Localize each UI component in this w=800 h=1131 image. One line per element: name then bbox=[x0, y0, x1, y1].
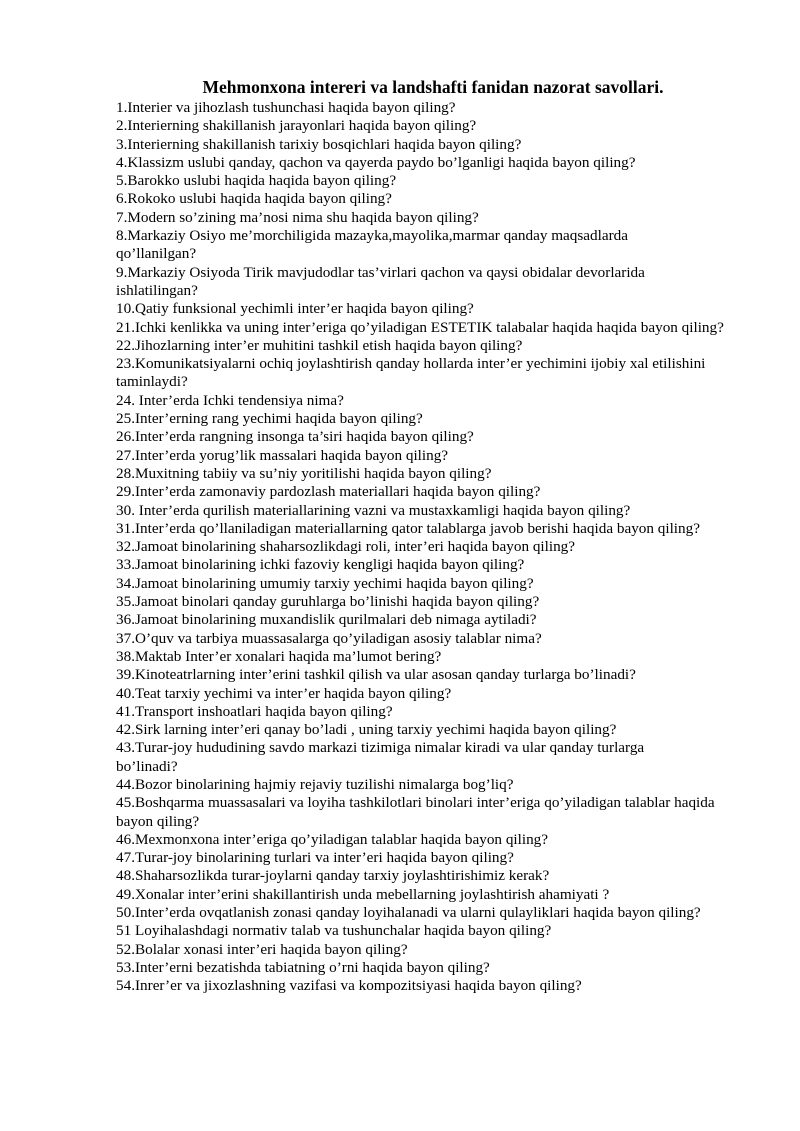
question-item: 39.Kinoteatrlarning inter’erini tashkil qilish va ular asosan qanday turlarga bo’linadi? bbox=[116, 666, 636, 684]
question-item: 8.Markaziy Osiyo me’morchiligida mazayka,mayolika,marmar qanday maqsadlarda qo’llanilgan? bbox=[116, 227, 628, 263]
question-item: 10.Qatiy funksional yechimli inter’er haqida bayon qiling? bbox=[116, 300, 474, 318]
question-item: 48.Shaharsozlikda turar-joylarni qanday tarxiy joylashtirishimiz kerak? bbox=[116, 867, 550, 885]
question-list bbox=[116, 99, 746, 996]
document-page bbox=[116, 76, 746, 996]
question-item: 45.Boshqarma muassasalari va loyiha tashkilotlari binolari inter’eriga qo’yiladigan talablar haqida bayon qiling? bbox=[116, 794, 715, 830]
question-item: 52.Bolalar xonasi inter’eri haqida bayon qiling? bbox=[116, 940, 408, 958]
question-item: 28.Muxitning tabiiy va su’niy yoritilishi haqida bayon qiling? bbox=[116, 464, 492, 482]
question-item: 51 Loyihalashdagi normativ talab va tushunchalar haqida bayon qiling? bbox=[116, 922, 552, 940]
question-item: 21.Ichki kenlikka va uning inter’eriga qo’yiladigan ESTETIK talabalar haqida haqida bayon qiling? bbox=[116, 318, 724, 336]
question-item: 7.Modern so’zining ma’nosi nima shu haqida bayon qiling? bbox=[116, 208, 479, 226]
question-item: 49.Xonalar inter’erini shakillantirish unda mebellarning joylashtirish ahamiyati ? bbox=[116, 885, 610, 903]
question-item: 41.Transport inshoatlari haqida bayon qiling? bbox=[116, 702, 393, 720]
question-item: 32.Jamoat binolarining shaharsozlikdagi roli, inter’eri haqida bayon qiling? bbox=[116, 538, 576, 556]
question-item: 54.Inrer’er va jixozlashning vazifasi va kompozitsiyasi haqida bayon qiling? bbox=[116, 977, 582, 995]
question-item: 24. Inter’erda Ichki tendensiya nima? bbox=[116, 391, 344, 409]
question-item: 42.Sirk larning inter’eri qanay bo’ladi , uning tarxiy yechimi haqida bayon qiling? bbox=[116, 721, 617, 739]
question-item: 53.Inter’erni bezatishda tabiatning o’rni haqida bayon qiling? bbox=[116, 958, 490, 976]
question-item: 1.Interier va jihozlash tushunchasi haqida bayon qiling? bbox=[116, 99, 456, 116]
question-item: 4.Klassizm uslubi qanday, qachon va qayerda paydo bo’lganligi haqida bayon qiling? bbox=[116, 153, 636, 171]
question-item: 40.Teat tarxiy yechimi va inter’er haqida bayon qiling? bbox=[116, 684, 452, 702]
question-item: 23.Komunikatsiyalarni ochiq joylashtirish qanday hollarda inter’er yechimini ijobiy xal etilishini taminlaydi? bbox=[116, 355, 706, 391]
question-item: 44.Bozor binolarining hajmiy rejaviy tuzilishi nimalarga bog’liq? bbox=[116, 775, 514, 793]
question-item: 43.Turar-joy hududining savdo markazi tizimiga nimalar kiradi va ular qanday turlarga bo’linadi? bbox=[116, 739, 645, 775]
question-item: 3.Interierning shakillanish tarixiy bosqichlari haqida bayon qiling? bbox=[116, 135, 522, 153]
question-item: 9.Markaziy Osiyoda Tirik mavjudodlar tas’virlari qachon va qaysi obidalar devorlarida ishlatilingan? bbox=[116, 263, 645, 299]
question-item: 6.Rokoko uslubi haqida haqida bayon qiling? bbox=[116, 190, 392, 208]
question-item: 2.Interierning shakillanish jarayonlari haqida bayon qiling? bbox=[116, 117, 477, 135]
question-item: 22.Jihozlarning inter’er muhitini tashkil etish haqida bayon qiling? bbox=[116, 336, 523, 354]
question-item: 46.Mexmonxona inter’eriga qo’yiladigan talablar haqida bayon qiling? bbox=[116, 830, 549, 848]
question-item: 37.O’quv va tarbiya muassasalarga qo’yiladigan asosiy talablar nima? bbox=[116, 629, 542, 647]
question-item: 27.Inter’erda yorug’lik massalari haqida bayon qiling? bbox=[116, 446, 449, 464]
question-item: 29.Inter’erda zamonaviy pardozlash materiallari haqida bayon qiling? bbox=[116, 483, 541, 501]
question-item: 33.Jamoat binolarining ichki fazoviy kengligi haqida bayon qiling? bbox=[116, 556, 525, 574]
question-item: 47.Turar-joy binolarining turlari va inter’eri haqida bayon qiling? bbox=[116, 849, 514, 867]
document-title: Mehmonxona intereri va landshafti fanidan nazorat savollari. bbox=[202, 77, 664, 97]
question-item: 30. Inter’erda qurilish materiallarining vazni va mustaxkamligi haqida bayon qiling? bbox=[116, 501, 631, 519]
question-item: 31.Inter’erda qo’llaniladigan materiallarning qator talablarga javob berishi haqida bayon qiling? bbox=[116, 519, 700, 537]
question-item: 25.Inter’erning rang yechimi haqida bayon qiling? bbox=[116, 410, 423, 428]
question-item: 38.Maktab Inter’er xonalari haqida ma’lumot bering? bbox=[116, 647, 442, 665]
question-item: 26.Inter’erda rangning insonga ta’siri haqida bayon qiling? bbox=[116, 428, 474, 446]
question-item: 50.Inter’erda ovqatlanish zonasi qanday loyihalanadi va ularni qulayliklari haqida bayon qiling? bbox=[116, 904, 701, 922]
question-item: 35.Jamoat binolari qanday guruhlarga bo’linishi haqida bayon qiling? bbox=[116, 593, 540, 611]
question-item: 34.Jamoat binolarining umumiy tarxiy yechimi haqida bayon qiling? bbox=[116, 574, 534, 592]
question-item: 36.Jamoat binolarining muxandislik qurilmalari deb nimaga aytiladi? bbox=[116, 611, 537, 629]
question-item: 5.Barokko uslubi haqida haqida bayon qiling? bbox=[116, 172, 397, 190]
